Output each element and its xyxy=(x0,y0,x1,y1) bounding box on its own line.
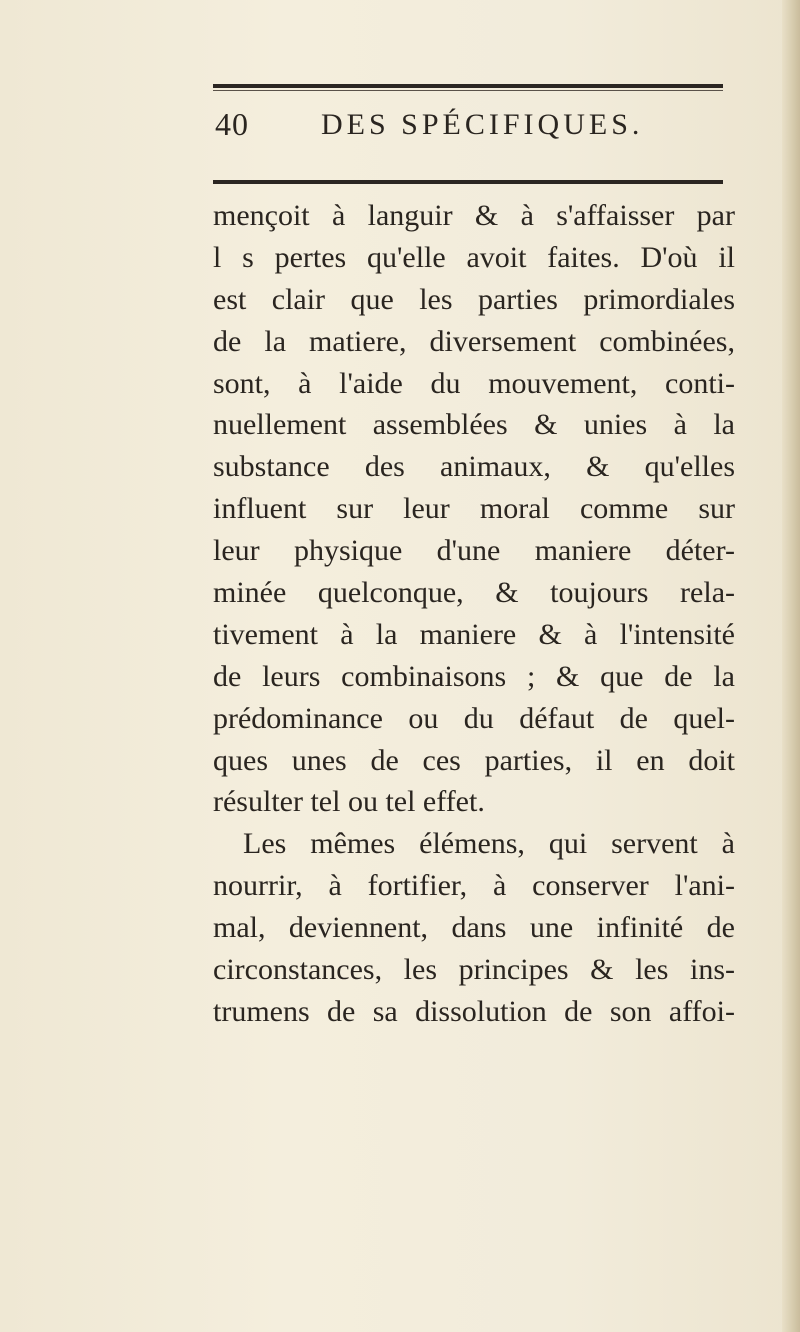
text-line: mençoit à languir & à s'affaisser par xyxy=(213,199,735,232)
header-rule-top-thin xyxy=(213,90,723,91)
text-line: circonstances, les principes & les ins- xyxy=(213,953,735,987)
header-rule-bottom xyxy=(213,180,723,184)
page-gutter-edge xyxy=(782,0,800,1332)
text-line: substance des animaux, & qu'elles xyxy=(213,450,735,484)
body-text xyxy=(213,195,735,1033)
text-line: prédominance ou du défaut de quel- xyxy=(213,701,735,735)
text-line: minée quelconque, & toujours rela- xyxy=(213,576,735,610)
text-line: nourrir, à fortifier, à conserver l'ani- xyxy=(213,869,735,903)
text-line: sont, à l'aide du mouvement, conti- xyxy=(213,366,735,400)
running-head: DES SPÉCIFIQUES. xyxy=(321,108,644,141)
text-line: influent sur leur moral comme sur xyxy=(213,492,735,526)
text-line: nuellement assemblées & unies à la xyxy=(213,408,735,442)
text-line: leur physique d'une maniere déter- xyxy=(213,534,735,568)
header-rule-top xyxy=(213,84,723,88)
text-line: mal, deviennent, dans une infinité de xyxy=(213,911,735,945)
text-line: l s pertes qu'elle avoit faites. D'où il xyxy=(213,240,735,274)
text-line: Les mêmes élémens, qui servent à xyxy=(243,827,735,861)
text-line: tivement à la maniere & à l'intensité xyxy=(213,617,735,651)
text-line: de leurs combinaisons ; & que de la xyxy=(213,659,735,693)
text-line: trumens de sa dissolution de son affoi- xyxy=(213,994,735,1028)
text-line: de la matiere, diversement combinées, xyxy=(213,324,735,358)
page-header xyxy=(213,100,723,150)
page-number: 40 xyxy=(215,106,249,142)
text-line: est clair que les parties primordiales xyxy=(213,282,735,316)
text-line: résulter tel ou tel effet. xyxy=(213,785,485,819)
text-line: ques unes de ces parties, il en doit xyxy=(213,743,735,777)
